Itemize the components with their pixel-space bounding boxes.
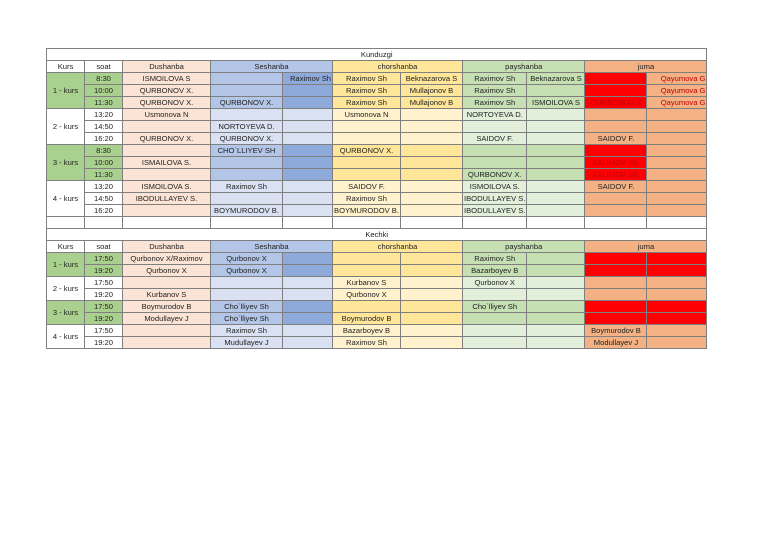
- lesson-cell: [211, 193, 283, 205]
- spacer-cell: [283, 217, 333, 229]
- lesson-cell: [585, 288, 647, 300]
- column-header: soat: [85, 61, 123, 73]
- lesson-cell: [527, 181, 585, 193]
- time-cell: 13:20: [85, 181, 123, 193]
- lesson-cell: [527, 205, 585, 217]
- lesson-cell: [400, 336, 462, 348]
- lesson-cell: ISMOILOVA S: [123, 73, 211, 85]
- lesson-cell: [283, 324, 333, 336]
- time-cell: 19:20: [85, 288, 123, 300]
- lesson-cell: QURBONOV X.: [462, 169, 526, 181]
- lesson-cell: [647, 205, 707, 217]
- column-header: Kurs: [47, 240, 85, 252]
- time-cell: 17:50: [85, 300, 123, 312]
- schedule-row: [47, 252, 707, 264]
- lesson-cell: Qurbonov X: [211, 252, 283, 264]
- lesson-cell: Cho`lliyev Sh: [211, 312, 283, 324]
- schedule-row: [47, 157, 707, 169]
- lesson-cell: Raximov Sh: [462, 97, 526, 109]
- lesson-cell: [123, 324, 211, 336]
- column-header: Dushanba: [123, 240, 211, 252]
- lesson-cell: [283, 97, 333, 109]
- time-cell: 17:50: [85, 252, 123, 264]
- time-cell: 10:00: [85, 157, 123, 169]
- schedule-row: [47, 205, 707, 217]
- section-title: Kunduzgi: [47, 49, 707, 61]
- schedule-row: [47, 181, 707, 193]
- kurs-label: 2 - kurs: [47, 276, 85, 300]
- lesson-cell: [333, 300, 401, 312]
- lesson-cell: Cho`lliyev Sh: [211, 300, 283, 312]
- schedule-row: [47, 121, 707, 133]
- spacer-cell: [462, 217, 526, 229]
- lesson-cell: [462, 157, 526, 169]
- lesson-cell: [527, 133, 585, 145]
- lesson-cell: [585, 252, 647, 264]
- lesson-cell: [585, 109, 647, 121]
- lesson-cell: SAIDOV F.: [333, 181, 401, 193]
- schedule-row: [47, 193, 707, 205]
- kurs-label: 2 - kurs: [47, 109, 85, 145]
- lesson-cell: SAIDOV F.: [462, 133, 526, 145]
- kurs-label: 3 - kurs: [47, 300, 85, 324]
- lesson-cell: Cho`lliyev Sh: [462, 300, 526, 312]
- lesson-cell: [462, 288, 526, 300]
- lesson-cell: [647, 264, 707, 276]
- lesson-cell: [462, 336, 526, 348]
- lesson-cell: Boymurodov B: [123, 300, 211, 312]
- lesson-cell: Raximov Sh: [333, 73, 401, 85]
- lesson-cell: [283, 336, 333, 348]
- lesson-cell: Mullajonov B: [400, 85, 462, 97]
- lesson-cell: [585, 85, 647, 97]
- lesson-cell: [400, 181, 462, 193]
- time-cell: 14:50: [85, 193, 123, 205]
- lesson-cell: Kurbanov S: [123, 288, 211, 300]
- lesson-cell: [333, 252, 401, 264]
- lesson-cell: [647, 169, 707, 181]
- lesson-cell: Raximov Sh: [462, 252, 526, 264]
- lesson-cell: Modullayev J: [123, 312, 211, 324]
- lesson-cell: NORTOYEVA D.: [462, 109, 526, 121]
- lesson-cell: [123, 169, 211, 181]
- lesson-cell: [647, 157, 707, 169]
- lesson-cell: CHO`LLIYEV SH: [211, 145, 283, 157]
- lesson-cell: [400, 157, 462, 169]
- lesson-cell: [400, 193, 462, 205]
- lesson-cell: [400, 324, 462, 336]
- lesson-cell: [283, 264, 333, 276]
- lesson-cell: Boymurodov B: [333, 312, 401, 324]
- lesson-cell: Mullajonov B: [400, 97, 462, 109]
- time-cell: 19:20: [85, 264, 123, 276]
- lesson-cell: QURBONOV X.: [333, 145, 401, 157]
- lesson-cell: [283, 157, 333, 169]
- lesson-cell: [647, 145, 707, 157]
- lesson-cell: [400, 169, 462, 181]
- lesson-cell: [527, 145, 585, 157]
- lesson-cell: [400, 264, 462, 276]
- lesson-cell: [211, 85, 283, 97]
- lesson-cell: [283, 133, 333, 145]
- section-title: Kechki: [47, 228, 707, 240]
- lesson-cell: [647, 181, 707, 193]
- lesson-cell: [647, 121, 707, 133]
- lesson-cell: [283, 169, 333, 181]
- column-header: soat: [85, 240, 123, 252]
- schedule-row: [47, 145, 707, 157]
- schedule-row: [47, 264, 707, 276]
- lesson-cell: XALIMOV Sh.: [585, 169, 647, 181]
- lesson-cell: Usmonova N: [123, 109, 211, 121]
- time-cell: 11:30: [85, 97, 123, 109]
- schedule-row: [47, 288, 707, 300]
- lesson-cell: QURBONOV X: [585, 97, 647, 109]
- schedule-row: [47, 73, 707, 85]
- lesson-cell: [283, 145, 333, 157]
- time-cell: 10:00: [85, 85, 123, 97]
- lesson-cell: SAIDOV F.: [585, 181, 647, 193]
- lesson-cell: [211, 109, 283, 121]
- lesson-cell: Raximov Sh: [333, 336, 401, 348]
- column-header: payshanba: [462, 240, 584, 252]
- lesson-cell: Qurbonov X/Raximov: [123, 252, 211, 264]
- schedule-row: [47, 109, 707, 121]
- lesson-cell: [527, 264, 585, 276]
- lesson-cell: IBODULLAYEV S.: [463, 194, 526, 203]
- lesson-cell: [527, 324, 585, 336]
- lesson-cell: Raximov Sh: [333, 193, 401, 205]
- lesson-cell: Qayumova G: [647, 73, 707, 85]
- spacer-cell: [400, 217, 462, 229]
- lesson-cell: [647, 336, 707, 348]
- spacer-cell: [333, 217, 401, 229]
- lesson-cell: [400, 288, 462, 300]
- lesson-cell: [462, 312, 526, 324]
- lesson-cell: Raximov Sh: [462, 73, 526, 85]
- time-cell: 19:20: [85, 336, 123, 348]
- lesson-cell: [400, 300, 462, 312]
- lesson-cell: [400, 205, 462, 217]
- lesson-cell: ISMOILOVA S: [527, 97, 585, 109]
- lesson-cell: [527, 276, 585, 288]
- lesson-cell: Bazarboyev B: [333, 324, 401, 336]
- lesson-cell: [400, 133, 462, 145]
- lesson-cell: Raximov Sh: [462, 85, 526, 97]
- spacer-cell: [211, 217, 283, 229]
- lesson-cell: [585, 300, 647, 312]
- lesson-cell: NORTOYEVA D.: [211, 121, 283, 133]
- lesson-cell: [647, 288, 707, 300]
- lesson-cell: [283, 109, 333, 121]
- time-cell: 14:50: [85, 121, 123, 133]
- lesson-cell: [527, 312, 585, 324]
- lesson-cell: [585, 276, 647, 288]
- lesson-cell: QURBONOV X.: [211, 97, 283, 109]
- lesson-cell: [527, 157, 585, 169]
- column-header: juma: [585, 61, 707, 73]
- time-cell: 16:20: [85, 205, 123, 217]
- lesson-cell: ISMOILOVA S.: [462, 181, 526, 193]
- lesson-cell: [333, 264, 401, 276]
- lesson-cell: [283, 193, 333, 205]
- time-cell: 17:50: [85, 276, 123, 288]
- lesson-cell: [283, 85, 333, 97]
- schedule-row: [47, 276, 707, 288]
- lesson-cell: [400, 145, 462, 157]
- lesson-cell: [283, 205, 333, 217]
- lesson-cell: [585, 73, 647, 85]
- lesson-cell: QURBONOV X.: [211, 133, 283, 145]
- lesson-cell: [283, 252, 333, 264]
- column-header: chorshanba: [333, 61, 463, 73]
- kurs-label: 1 - kurs: [47, 73, 85, 109]
- lesson-cell: [400, 276, 462, 288]
- lesson-cell: [400, 121, 462, 133]
- lesson-cell: [123, 205, 211, 217]
- time-cell: 19:20: [85, 312, 123, 324]
- lesson-cell: [211, 288, 283, 300]
- column-header: juma: [585, 240, 707, 252]
- lesson-cell: ISMOILOVA S.: [123, 181, 211, 193]
- time-cell: 11:30: [85, 169, 123, 181]
- lesson-cell: Qayumova G: [647, 85, 707, 97]
- lesson-cell: [527, 300, 585, 312]
- lesson-cell: QURBONOV X.: [123, 85, 211, 97]
- lesson-cell: [585, 205, 647, 217]
- lesson-cell: Qurbonov X: [211, 264, 283, 276]
- lesson-cell: [462, 324, 526, 336]
- lesson-cell: Qurbonov X: [123, 264, 211, 276]
- lesson-cell: Qurbonov X: [462, 276, 526, 288]
- lesson-cell: [647, 109, 707, 121]
- schedule-row: [47, 324, 707, 336]
- lesson-cell: [333, 157, 401, 169]
- lesson-cell: [400, 312, 462, 324]
- lesson-cell: Raximov Sh: [211, 181, 283, 193]
- lesson-cell: [123, 121, 211, 133]
- lesson-cell: Bazarboyev B: [462, 264, 526, 276]
- spacer-cell: [527, 217, 585, 229]
- lesson-cell: [123, 276, 211, 288]
- kurs-label: 4 - kurs: [47, 324, 85, 348]
- column-header: Seshanba: [211, 61, 333, 73]
- lesson-cell: [647, 133, 707, 145]
- lesson-cell: [123, 145, 211, 157]
- lesson-cell: BOYMURODOV B.: [211, 205, 283, 217]
- schedule-row: [47, 312, 707, 324]
- lesson-cell: QURBONOV X.: [123, 97, 211, 109]
- lesson-cell: [283, 181, 333, 193]
- lesson-cell: [527, 121, 585, 133]
- lesson-cell: SAIDOV F.: [585, 133, 647, 145]
- time-cell: 13:20: [85, 109, 123, 121]
- lesson-cell: Raximov Sh: [333, 85, 401, 97]
- kurs-label: 4 - kurs: [47, 181, 85, 217]
- lesson-cell: IBODULLAYEV S.: [463, 206, 526, 215]
- lesson-cell: [400, 109, 462, 121]
- lesson-cell: [647, 300, 707, 312]
- schedule-row: [47, 133, 707, 145]
- lesson-cell: [585, 145, 647, 157]
- lesson-cell: [647, 252, 707, 264]
- lesson-cell: [333, 169, 401, 181]
- lesson-cell: [333, 121, 401, 133]
- lesson-cell: [585, 264, 647, 276]
- schedule-row: [47, 97, 707, 109]
- spacer-cell: [585, 217, 647, 229]
- lesson-cell: [283, 121, 333, 133]
- lesson-cell: IBODULLAYEV S.: [123, 193, 211, 205]
- time-cell: 8:30: [85, 73, 123, 85]
- lesson-cell: [211, 276, 283, 288]
- lesson-cell: [333, 133, 401, 145]
- column-header: payshanba: [462, 61, 584, 73]
- lesson-cell: [462, 121, 526, 133]
- lesson-cell: [211, 73, 283, 85]
- lesson-cell: [283, 300, 333, 312]
- lesson-cell: [647, 276, 707, 288]
- spacer-cell: [123, 217, 211, 229]
- lesson-cell: [527, 288, 585, 300]
- lesson-cell: Modullayev J: [585, 336, 647, 348]
- lesson-cell: Qurbonov X: [333, 288, 401, 300]
- lesson-cell: Qayumova G: [647, 97, 707, 109]
- lesson-cell: Raximov Sh: [211, 324, 283, 336]
- lesson-cell: [462, 145, 526, 157]
- schedule-row: [47, 85, 707, 97]
- spacer-cell: [47, 217, 85, 229]
- lesson-cell: Raximov Sh: [333, 97, 401, 109]
- lesson-cell: [527, 85, 585, 97]
- schedule-row: [47, 300, 707, 312]
- lesson-cell: [527, 169, 585, 181]
- lesson-cell: [283, 288, 333, 300]
- lesson-cell: [527, 193, 585, 205]
- lesson-cell: [283, 276, 333, 288]
- lesson-cell: Mudullayev J: [211, 336, 283, 348]
- lesson-cell: Beknazarova S: [400, 73, 462, 85]
- lesson-cell: [211, 157, 283, 169]
- lesson-cell: Beknazarova S: [527, 73, 585, 85]
- schedule-row: [47, 169, 707, 181]
- lesson-cell: [400, 252, 462, 264]
- lesson-cell: [647, 312, 707, 324]
- lesson-cell: BOYMURODOV B.: [334, 206, 399, 215]
- timetable: [46, 48, 707, 349]
- lesson-cell: [123, 336, 211, 348]
- lesson-cell: [527, 336, 585, 348]
- lesson-cell: [585, 193, 647, 205]
- time-cell: 17:50: [85, 324, 123, 336]
- time-cell: 16:20: [85, 133, 123, 145]
- lesson-cell: [647, 193, 707, 205]
- lesson-cell: QURBONOV X.: [123, 133, 211, 145]
- column-header: Dushanba: [123, 61, 211, 73]
- spacer-cell: [85, 217, 123, 229]
- lesson-cell: [527, 252, 585, 264]
- lesson-cell: [585, 121, 647, 133]
- lesson-cell: XALIMOV Sh.: [585, 157, 647, 169]
- column-header: Kurs: [47, 61, 85, 73]
- spacer-cell: [647, 217, 707, 229]
- lesson-cell: [211, 169, 283, 181]
- column-header: chorshanba: [333, 240, 463, 252]
- lesson-cell: Kurbanov S: [333, 276, 401, 288]
- lesson-cell: Raximov Sh: [283, 73, 333, 85]
- lesson-cell: Usmonova N: [333, 109, 401, 121]
- schedule-row: [47, 336, 707, 348]
- lesson-cell: Boymurodov B: [585, 324, 647, 336]
- lesson-cell: [585, 312, 647, 324]
- timetable-sheet: [46, 48, 707, 349]
- lesson-cell: [647, 324, 707, 336]
- kurs-label: 1 - kurs: [47, 252, 85, 276]
- lesson-cell: [527, 109, 585, 121]
- kurs-label: 3 - kurs: [47, 145, 85, 181]
- lesson-cell: ISMAILOVA S.: [123, 157, 211, 169]
- time-cell: 8:30: [85, 145, 123, 157]
- column-header: Seshanba: [211, 240, 333, 252]
- lesson-cell: [283, 312, 333, 324]
